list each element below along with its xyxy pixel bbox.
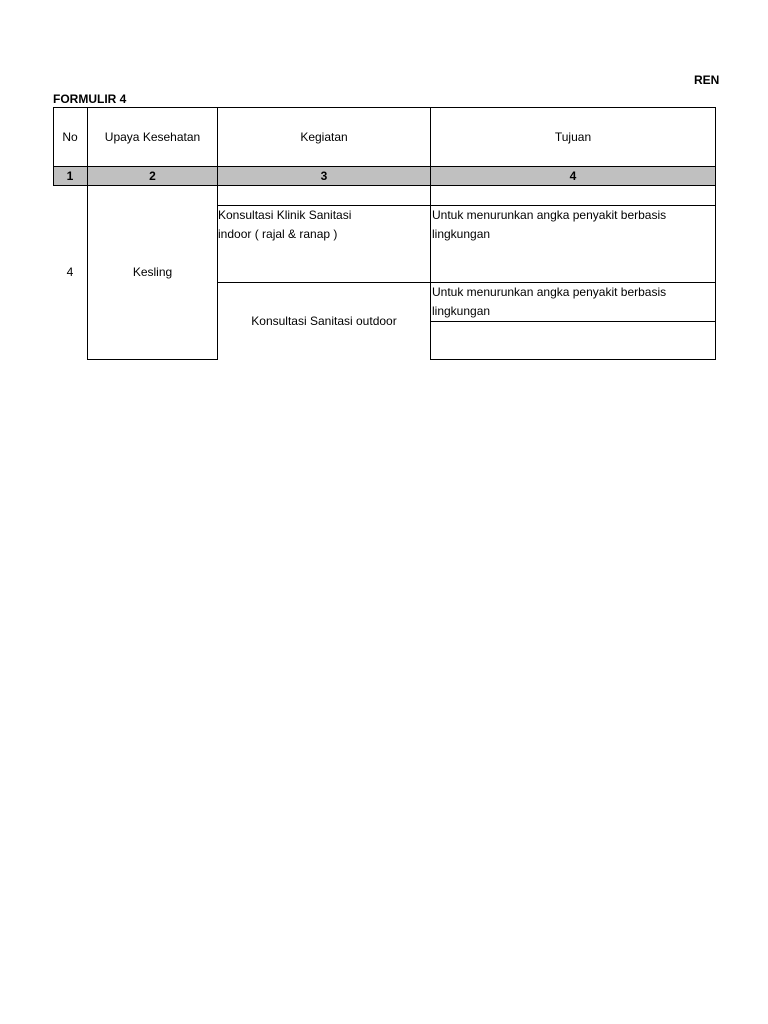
tujuan-cell: lingkungan xyxy=(432,304,491,318)
column-header-no: No xyxy=(62,130,78,144)
tujuan-cell: Untuk menurunkan angka penyakit berbasis xyxy=(432,285,667,299)
page-title-fragment: REN xyxy=(694,73,720,87)
kegiatan-cell: Konsultasi Sanitasi outdoor xyxy=(251,313,397,328)
row-number: 4 xyxy=(66,265,74,279)
tujuan-cell: Untuk menurunkan angka penyakit berbasis xyxy=(432,208,667,222)
column-number-2: 2 xyxy=(149,169,156,183)
row-divider xyxy=(430,359,716,360)
row-divider xyxy=(430,321,716,322)
column-header-upaya: Upaya Kesehatan xyxy=(104,130,201,144)
column-number-4: 4 xyxy=(569,169,577,183)
column-number-1: 1 xyxy=(66,169,74,183)
upaya-kesehatan-cell: Kesling xyxy=(132,265,173,279)
table-right-border xyxy=(715,107,716,360)
column-header-kegiatan: Kegiatan xyxy=(300,130,348,144)
kegiatan-cell: Konsultasi Klinik Sanitasi xyxy=(218,208,352,222)
row-divider xyxy=(87,359,217,360)
column-number-3: 3 xyxy=(320,169,328,183)
header-bottom-border xyxy=(53,166,716,167)
column-header-tujuan: Tujuan xyxy=(554,130,592,144)
form-label: FORMULIR 4 xyxy=(53,92,127,106)
tujuan-cell: lingkungan xyxy=(432,227,491,241)
kegiatan-cell: indoor ( rajal & ranap ) xyxy=(218,227,338,241)
